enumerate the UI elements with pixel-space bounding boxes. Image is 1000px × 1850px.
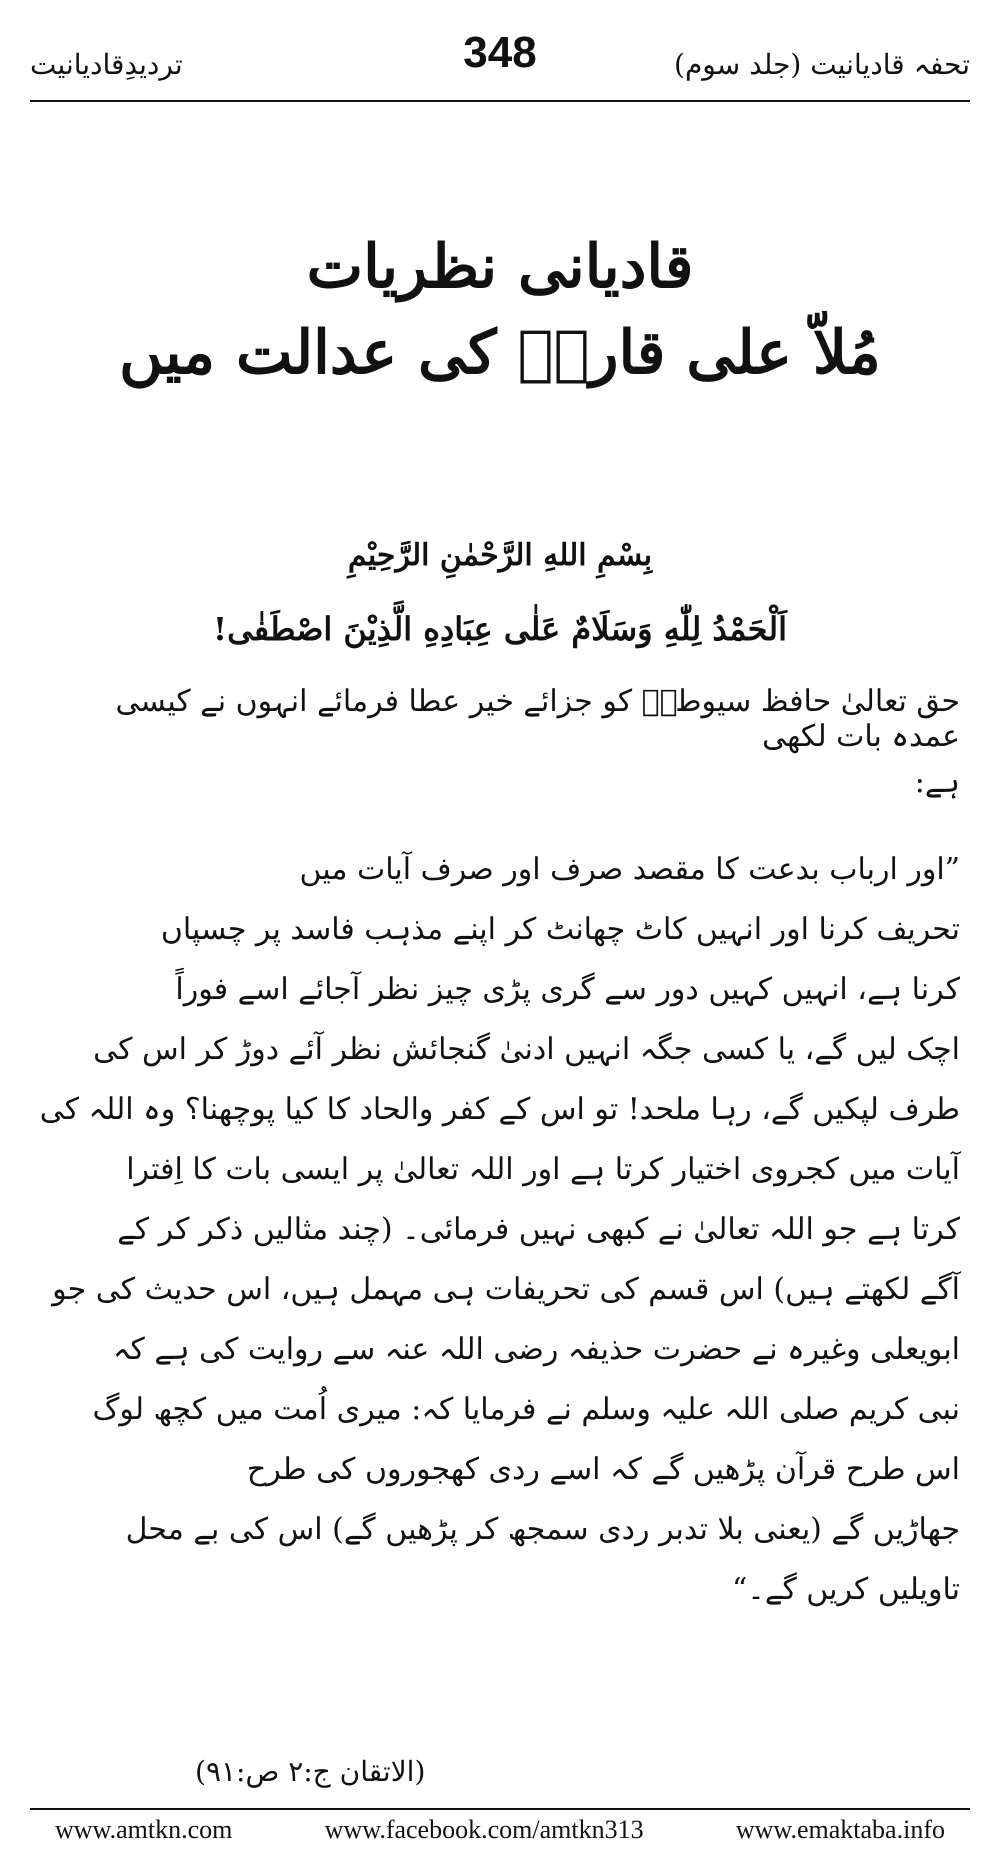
- footer-link-facebook: www.facebook.com/amtkn313: [324, 1815, 644, 1844]
- chapter-title-line2: مُلاّ علی قاریؒ کی عدالت میں: [119, 318, 881, 388]
- quote-line: اس طرح قرآن پڑھیں گے کہ اسے ردی کھجوروں کی طرح: [246, 1452, 960, 1487]
- footer-link-amtkn: www.amtkn.com: [55, 1815, 233, 1844]
- quote-line: کرتا ہے جو اللہ تعالیٰ نے کبھی نہیں فرمائی۔ (چند مثالیں ذکر کر کے: [117, 1212, 960, 1247]
- intro-line-end: ہے:: [914, 765, 960, 800]
- quote-line: تحریف کرنا اور انہیں کاٹ چھانٹ کر اپنے مذہب فاسد پر چسپاں: [160, 912, 960, 947]
- page-number: 348: [463, 28, 537, 77]
- quote-line: ”اور ارباب بدعت کا مقصد صرف اور صرف آیات میں: [299, 852, 960, 887]
- page-footer: [55, 1815, 945, 1845]
- page-header: [30, 28, 970, 88]
- quote-line: ابویعلی وغیرہ نے حضرت حذیفہ رضی اللہ عنہ سے روایت کی ہے کہ: [112, 1332, 960, 1367]
- quote-block: [39, 840, 960, 1620]
- quote-line: اچک لیں گے، یا کسی جگہ انہیں ادنیٰ گنجائش نظر آئے دوڑ کر اس کی: [93, 1032, 960, 1067]
- hamd-line: اَلْحَمْدُ لِلّٰهِ وَسَلَامٌ عَلٰى عِبَادِهِ الَّذِيْنَ اصْطَفٰى!: [213, 610, 787, 648]
- footer-divider: [30, 1808, 970, 1810]
- quote-line: کرنا ہے، انہیں کہیں دور سے گری پڑی چیز نظر آجائے اسے فوراً: [175, 972, 960, 1007]
- quote-line: تاویلیں کریں گے۔“: [731, 1572, 960, 1607]
- quote-line: آیات میں کجروی اختیار کرتا ہے اور اللہ تعالیٰ پر ایسی بات کا اِفترا: [126, 1152, 960, 1187]
- source-reference: (الاتقان ج:۲ ص:۹۱): [195, 1755, 426, 1788]
- quote-line: جھاڑیں گے (یعنی بلا تدبر ردی سمجھ کر پڑھیں گے) اس کی بے محل: [125, 1512, 960, 1547]
- chapter-title-line1: قادیانی نظریات: [306, 232, 694, 302]
- bismillah: بِسْمِ اللهِ الرَّحْمٰنِ الرَّحِيْمِ: [347, 538, 653, 573]
- quote-line: نبی کریم صلی اللہ علیہ وسلم نے فرمایا کہ: میری اُمت میں کچھ لوگ: [92, 1392, 960, 1427]
- header-book-title: تحفہ قادیانیت (جلد سوم): [674, 48, 970, 81]
- footer-link-emaktaba: www.emaktaba.info: [735, 1815, 945, 1844]
- intro-line: حق تعالیٰ حافظ سیوطیؒ کو جزائے خیر عطا فرمائے انہوں نے کیسی عمدہ بات لکھی: [115, 684, 960, 754]
- header-divider: [30, 100, 970, 102]
- quote-line: طرف لپکیں گے، رہا ملحد! تو اس کے کفر والحاد کا کیا پوچھنا؟ وہ اللہ کی: [39, 1092, 960, 1127]
- header-section-title: تردیدِقادیانیت: [30, 48, 183, 81]
- quote-line: آگے لکھتے ہیں) اس قسم کی تحریفات ہی مہمل ہیں، اس حدیث کی جو: [52, 1272, 960, 1307]
